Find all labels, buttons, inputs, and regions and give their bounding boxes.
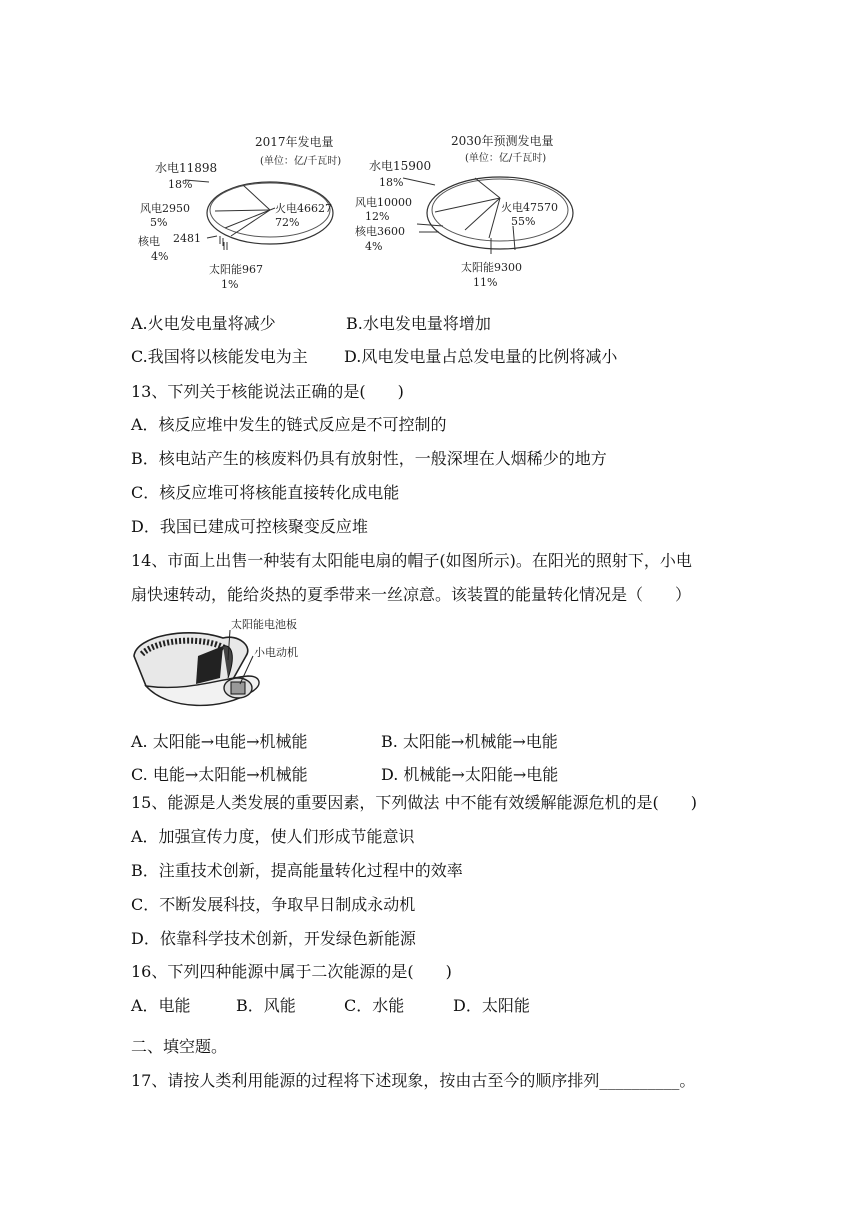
section-heading: 二、填空题。 (131, 1037, 228, 1056)
solar-fan-hat-figure (128, 616, 308, 716)
chart-2030-label-solar: 太阳能9300 (461, 261, 522, 274)
q16-option-b: B．风能 (236, 996, 296, 1015)
q16-stem: 16、下列四种能源中属于二次能源的是( ) (131, 962, 452, 981)
chart-2017-title: 2017年发电量 (255, 135, 334, 149)
chart-2030 (355, 133, 573, 289)
chart-2017-pct-hydro: 18% (168, 178, 193, 191)
q15-stem: 15、能源是人类发展的重要因素，下列做法 中不能有效缓解能源危机的是( ) (131, 793, 697, 812)
q16-option-a: A．电能 (131, 996, 191, 1015)
q14-option-d: D. 机械能→太阳能→电能 (381, 765, 559, 784)
q14-option-a: A. 太阳能→电能→机械能 (131, 732, 308, 751)
q12-option-a: A.火电发电量将减少 (131, 314, 276, 333)
q15-option-c: C．不断发展科技，争取早日制成永动机 (131, 895, 416, 914)
q13-option-b: B．核电站产生的核废料仍具有放射性，一般深埋在人烟稀少的地方 (131, 449, 607, 468)
q13-stem: 13、下列关于核能说法正确的是( ) (131, 382, 404, 401)
q14-option-b: B. 太阳能→机械能→电能 (381, 732, 558, 751)
chart-2030-pct-solar: 11% (473, 276, 498, 289)
q16-option-d: D．太阳能 (453, 996, 530, 1015)
q14-stem-line2: 扇快速转动，能给炎热的夏季带来一丝凉意。该装置的能量转化情况是（ ） (131, 585, 692, 604)
chart-2017-pct-wind: 5% (150, 216, 168, 229)
chart-2017-value-nuclear: 2481 (173, 232, 201, 245)
chart-2030-pct-nuclear: 4% (365, 240, 383, 253)
q16-option-c: C．水能 (344, 996, 405, 1015)
power-generation-charts (135, 130, 595, 295)
chart-2030-unit: (单位：亿/千瓦时) (465, 153, 547, 164)
chart-2030-label-nuclear: 核电3600 (355, 225, 405, 238)
chart-2030-label-hydro: 水电15900 (369, 159, 432, 173)
q14-option-c: C. 电能→太阳能→机械能 (131, 765, 308, 784)
q15-option-d: D．依靠科学技术创新，开发绿色新能源 (131, 929, 416, 948)
q12-option-b: B.水电发电量将增加 (346, 314, 491, 333)
chart-2017 (138, 134, 341, 291)
chart-2017-label-thermal: 火电46627 (275, 202, 332, 215)
q12-option-d: D.风电发电量占总发电量的比例将减小 (344, 347, 618, 366)
chart-2030-title: 2030年预测发电量 (451, 134, 554, 148)
chart-2017-pct-nuclear: 4% (151, 250, 169, 263)
chart-2017-label-solar: 太阳能967 (209, 263, 263, 276)
chart-2017-label-nuclear: 核电 (138, 235, 160, 248)
chart-2017-pct-thermal: 72% (275, 216, 300, 229)
q13-option-c: C．核反应堆可将核能直接转化成电能 (131, 483, 400, 502)
chart-2030-pct-hydro: 18% (379, 176, 404, 189)
q15-option-b: B．注重技术创新，提高能量转化过程中的效率 (131, 861, 463, 880)
q17-stem: 17、请按人类利用能源的过程将下述现象，按由古至今的顺序排列__________。 (131, 1071, 696, 1090)
chart-2030-pct-wind: 12% (365, 210, 390, 223)
chart-2017-pct-solar: 1% (221, 278, 239, 291)
figure-label-small-motor: 小电动机 (254, 646, 298, 659)
chart-2017-label-wind: 风电2950 (140, 202, 190, 215)
chart-2030-pct-thermal: 55% (511, 215, 536, 228)
figure-label-solar-panel: 太阳能电池板 (231, 618, 297, 631)
chart-2030-label-thermal: 火电47570 (501, 201, 558, 214)
q13-option-a: A．核反应堆中发生的链式反应是不可控制的 (131, 415, 447, 434)
chart-2017-label-hydro: 水电11898 (155, 161, 218, 175)
chart-2030-label-wind: 风电10000 (355, 196, 412, 209)
q14-stem-line1: 14、市面上出售一种装有太阳能电扇的帽子(如图所示)。在阳光的照射下，小电 (131, 551, 692, 570)
chart-2017-unit: (单位：亿/千瓦时) (260, 156, 342, 167)
q12-option-c: C.我国将以核能发电为主 (131, 347, 308, 366)
q15-option-a: A．加强宣传力度，使人们形成节能意识 (131, 827, 415, 846)
q13-option-d: D．我国已建成可控核聚变反应堆 (131, 517, 368, 536)
